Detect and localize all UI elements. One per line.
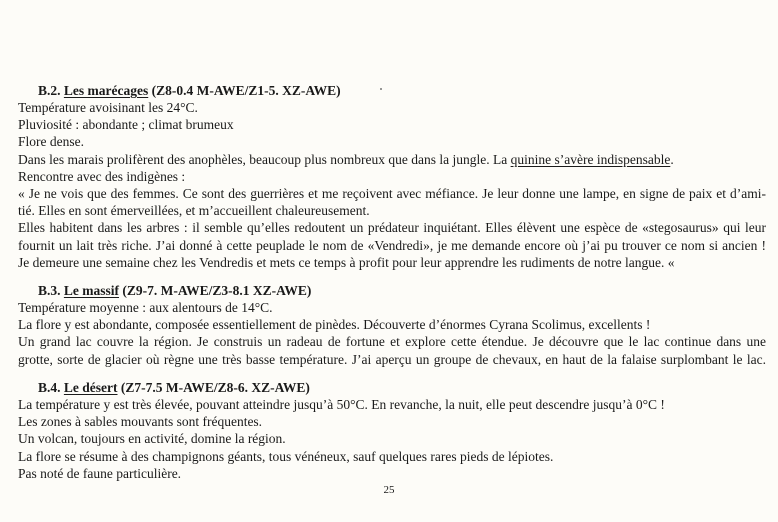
section-number: B.4. [38, 380, 61, 395]
paragraph-line: Pluviosité : abondante ; climat brumeux [18, 117, 234, 133]
paragraph-line: Flore dense. [18, 134, 84, 150]
scan-speck [380, 88, 382, 90]
paragraph-line: Pas noté de faune particulière. [18, 465, 182, 481]
section-number: B.3. [38, 283, 61, 298]
underlined-phrase: quinine s’avère indispensable [510, 151, 671, 167]
paragraph-line: La flore se résume à des champignons géants, tous vénéneux, sauf quelques rares pieds de lépiotes. [18, 448, 554, 464]
section-title: Les marécages [63, 83, 149, 98]
section-b2 [18, 82, 766, 271]
paragraph-line: grotte, sorte de glacier où règne une très basse température. J’ai aperçu un groupe de chevaux, en haut de la falaise surplombant le lac. [18, 351, 766, 367]
paragraph-line: « Je ne vois que des femmes. Ce sont des guerrières et me reçoivent avec méfiance. Je leur donne une lampe, en signe de paix et d’ami- [18, 186, 766, 202]
paragraph-line: Les zones à sables mouvants sont fréquentes. [18, 414, 263, 430]
section-coordinates: (Z8-0.4 M-AWE/Z1-5. XZ-AWE) [151, 83, 341, 98]
section-heading [18, 82, 766, 99]
line-text: Dans les marais prolifèrent des anophèles, beaucoup plus nombreux que dans la jungle. La [18, 151, 511, 167]
paragraph-line: La flore y est abondante, composée essentiellement de pinèdes. Découverte d’énormes Cyrana Scolimus, excellents ! [18, 317, 651, 333]
section-b4 [18, 379, 766, 482]
paragraph-line: Rencontre avec des indigènes : [18, 168, 186, 184]
section-coordinates: (Z9-7. M-AWE/Z3-8.1 XZ-AWE) [122, 283, 312, 298]
section-title: Le désert [63, 380, 118, 395]
paragraph-line: Température avoisinant les 24°C. [18, 100, 198, 115]
paragraph-line: Elles habitent dans les arbres : il semble qu’elles redoutent un prédateur inquiétant. Elles élèvent une espèce de «stegosaurus» qui leur [18, 220, 766, 236]
page-number: 25 [383, 484, 395, 496]
section-title: Le massif [63, 283, 120, 298]
section-number: B.2. [38, 83, 61, 98]
paragraph-line: tié. Elles en sont émerveillées, et m’accueillent chaleureusement. [18, 203, 370, 219]
section-heading [18, 379, 766, 396]
section-heading [18, 282, 766, 299]
section-coordinates: (Z7-7.5 M-AWE/Z8-6. XZ-AWE) [120, 380, 310, 395]
paragraph-line: Un volcan, toujours en activité, domine la région. [18, 431, 286, 447]
line-text-end: . [670, 151, 674, 167]
paragraph-line: Un grand lac couvre la région. Je construis un radeau de fortune et explore cette étendue. Je découvre que le lac continue dans une [18, 334, 766, 350]
paragraph-line: Température moyenne : aux alentours de 14°C. [18, 300, 273, 315]
paragraph-line [18, 151, 766, 168]
paragraph-line: La température y est très élevée, pouvant atteindre jusqu’à 50°C. En revanche, la nuit, elle peut descendre jusqu’à 0°C ! [18, 397, 665, 412]
paragraph-line: fournit un lait très riche. J’ai donné à cette peuplade le nom de «Vendredi», je me demande encore où j’ai pu trouver ce nom si ancien ! [18, 237, 766, 253]
paragraph-line: Je demeure une semaine chez les Vendredis et mets ce temps à profit pour leur apprendre les rudiments de notre langue. « [18, 254, 675, 270]
section-b3 [18, 282, 766, 368]
